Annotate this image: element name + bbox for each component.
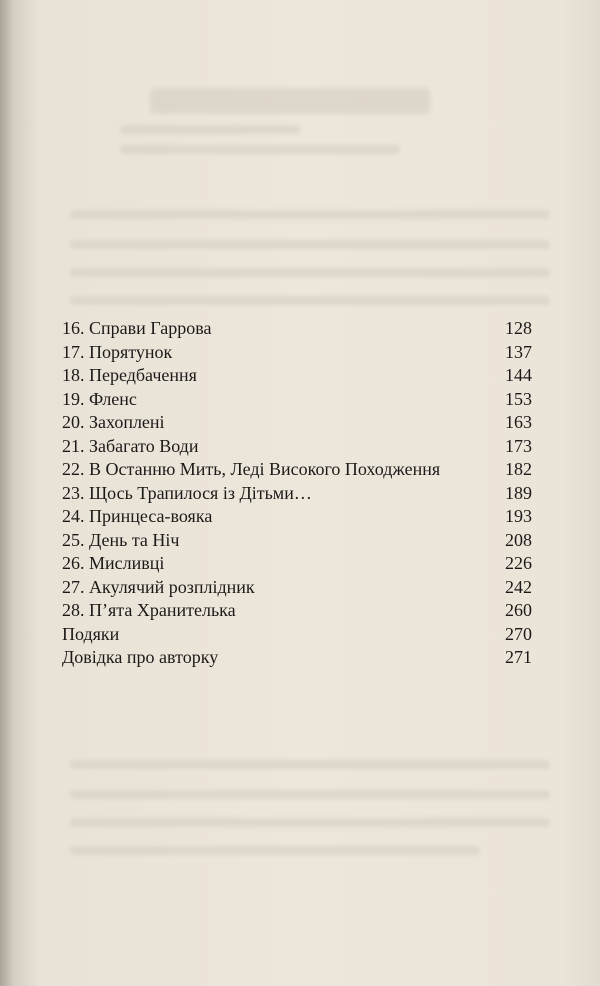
toc-page: 137 xyxy=(505,341,532,362)
toc-title: Довідка про авторку xyxy=(62,647,219,667)
toc-title: 21. Забагато Води xyxy=(62,435,199,456)
table-of-contents xyxy=(62,318,532,671)
toc-page: 173 xyxy=(505,435,532,456)
toc-page: 144 xyxy=(505,365,532,385)
toc-page: 153 xyxy=(505,388,532,409)
toc-page: 270 xyxy=(505,623,532,644)
toc-title: 17. Порятунок xyxy=(62,341,173,362)
toc-title: 16. Справи Гаррова xyxy=(62,318,212,338)
toc-title: 18. Передбачення xyxy=(62,365,197,385)
toc-entry xyxy=(62,553,532,577)
toc-entry xyxy=(62,647,532,671)
toc-page: 226 xyxy=(505,553,532,573)
toc-title: 20. Захоплені xyxy=(62,412,165,432)
toc-page: 163 xyxy=(505,412,532,432)
toc-title: 27. Акулячий розплідник xyxy=(62,576,255,597)
toc-entry xyxy=(62,342,532,366)
toc-entry xyxy=(62,483,532,507)
toc-page: 182 xyxy=(505,459,532,479)
toc-page: 260 xyxy=(505,600,532,620)
toc-title: 24. Принцеса-вояка xyxy=(62,506,213,526)
toc-title: 28. П’ята Хранителька xyxy=(62,600,236,620)
toc-entry xyxy=(62,389,532,413)
toc-page: 208 xyxy=(505,529,532,550)
toc-entry xyxy=(62,318,532,342)
toc-entry xyxy=(62,577,532,601)
toc-entry xyxy=(62,365,532,389)
toc-entry xyxy=(62,530,532,554)
toc-page: 242 xyxy=(505,576,532,597)
toc-title: 23. Щось Трапилося із Дітьми… xyxy=(62,482,312,503)
toc-title: 25. День та Ніч xyxy=(62,529,180,550)
toc-page: 189 xyxy=(505,482,532,503)
toc-title: Подяки xyxy=(62,623,120,644)
toc-entry xyxy=(62,436,532,460)
toc-entry xyxy=(62,506,532,530)
toc-entry xyxy=(62,459,532,483)
toc-page: 193 xyxy=(505,506,532,526)
toc-entry xyxy=(62,412,532,436)
toc-page: 128 xyxy=(505,318,532,338)
toc-entry xyxy=(62,624,532,648)
toc-title: 19. Фленс xyxy=(62,388,137,409)
toc-entry xyxy=(62,600,532,624)
toc-title: 26. Мисливці xyxy=(62,553,165,573)
toc-page: 271 xyxy=(505,647,532,667)
toc-title: 22. В Останню Мить, Леді Високого Походження xyxy=(62,459,441,479)
